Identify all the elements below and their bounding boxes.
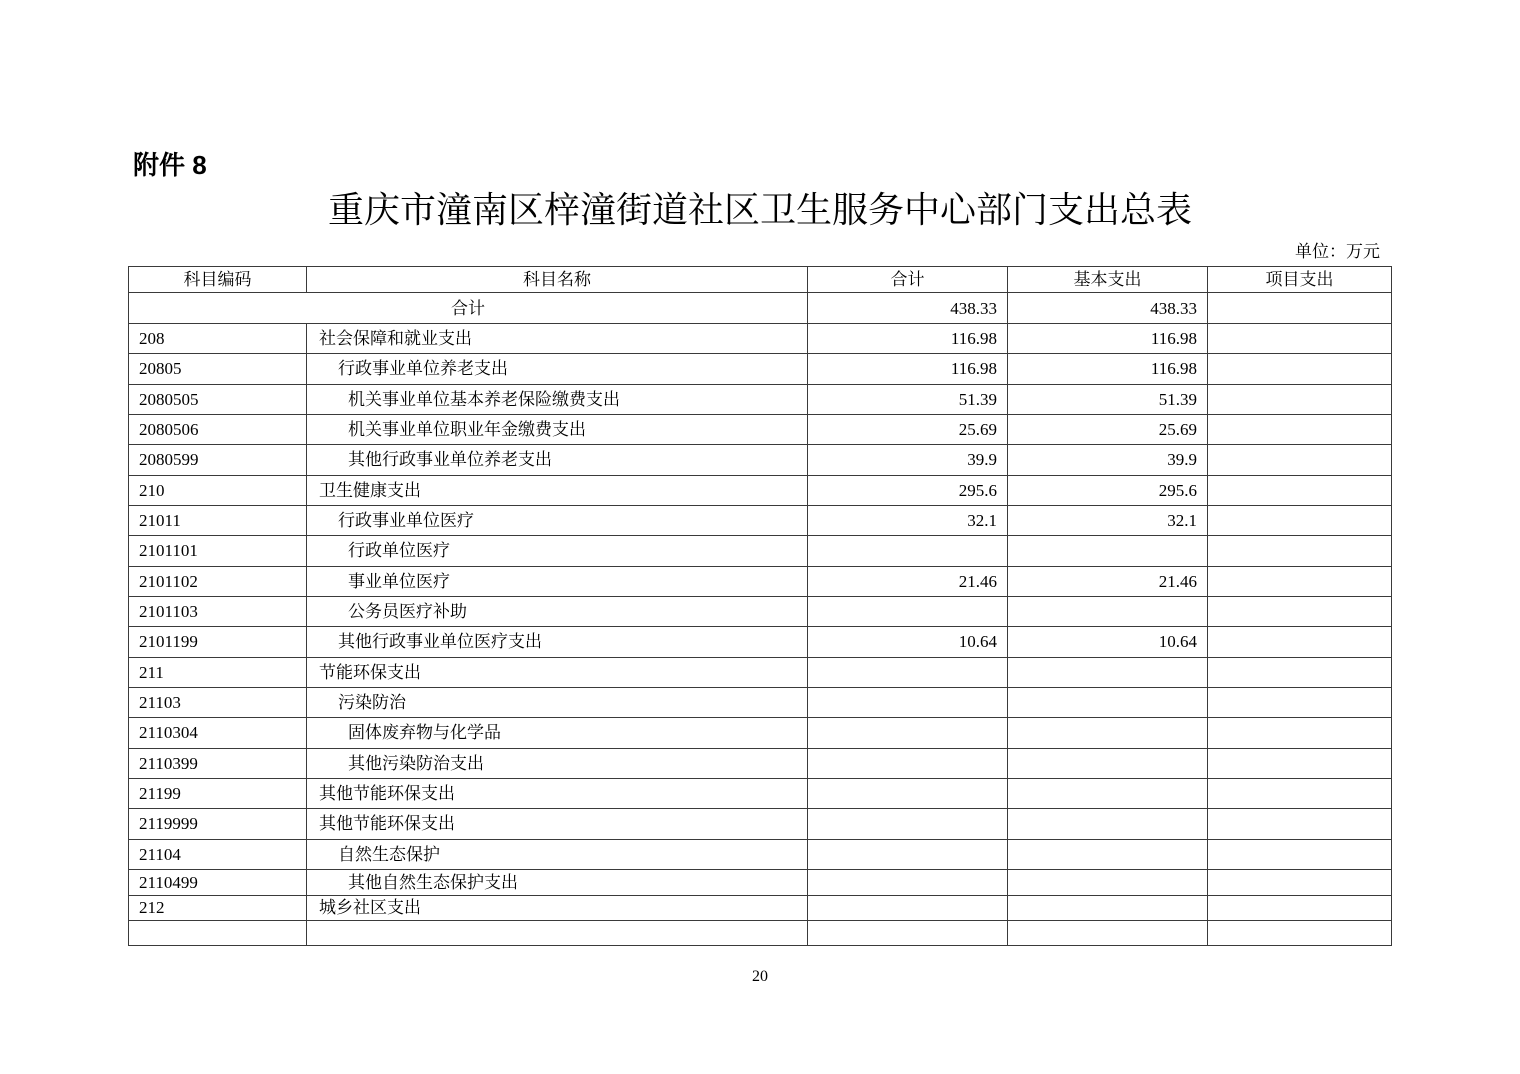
basic-expense-cell — [1008, 687, 1208, 717]
basic-expense-cell — [1008, 536, 1208, 566]
subject-code-cell: 2101103 — [129, 596, 307, 626]
basic-expense-cell: 25.69 — [1008, 414, 1208, 444]
header-subject-name: 科目名称 — [307, 267, 808, 293]
basic-expense-cell: 21.46 — [1008, 566, 1208, 596]
subject-code-cell: 20805 — [129, 354, 307, 384]
table-row — [129, 718, 1392, 748]
total-row-label: 合计 — [129, 293, 808, 324]
blank-cell — [307, 920, 808, 945]
table-row — [129, 839, 1392, 869]
expenditure-table — [128, 266, 1392, 946]
subject-code-cell: 21103 — [129, 687, 307, 717]
subject-name-cell: 社会保障和就业支出 — [307, 324, 808, 354]
project-expense-cell — [1208, 414, 1392, 444]
total-cell — [808, 596, 1008, 626]
total-cell — [808, 869, 1008, 895]
basic-expense-cell: 116.98 — [1008, 354, 1208, 384]
table-row — [129, 809, 1392, 839]
header-project-expense: 项目支出 — [1208, 267, 1392, 293]
subject-name-cell: 机关事业单位职业年金缴费支出 — [307, 414, 808, 444]
project-expense-cell — [1208, 475, 1392, 505]
table-row — [129, 536, 1392, 566]
basic-expense-cell: 116.98 — [1008, 324, 1208, 354]
basic-expense-cell: 295.6 — [1008, 475, 1208, 505]
subject-code-cell: 2080505 — [129, 384, 307, 414]
subject-code-cell: 2080599 — [129, 445, 307, 475]
total-cell — [808, 809, 1008, 839]
subject-name-cell: 公务员医疗补助 — [307, 596, 808, 626]
header-basic-expense: 基本支出 — [1008, 267, 1208, 293]
subject-name-cell: 其他行政事业单位养老支出 — [307, 445, 808, 475]
table-row — [129, 895, 1392, 920]
project-expense-cell — [1208, 505, 1392, 535]
project-expense-cell — [1208, 445, 1392, 475]
subject-name-cell: 行政事业单位医疗 — [307, 505, 808, 535]
subject-name-cell: 其他节能环保支出 — [307, 778, 808, 808]
subject-name-cell: 行政单位医疗 — [307, 536, 808, 566]
table-total-row — [129, 293, 1392, 324]
blank-cell — [129, 920, 307, 945]
subject-code-cell: 21104 — [129, 839, 307, 869]
subject-code-cell: 2119999 — [129, 809, 307, 839]
subject-code-cell: 2110499 — [129, 869, 307, 895]
total-cell — [808, 687, 1008, 717]
project-expense-cell — [1208, 748, 1392, 778]
subject-code-cell: 208 — [129, 324, 307, 354]
total-cell: 10.64 — [808, 627, 1008, 657]
subject-name-cell: 卫生健康支出 — [307, 475, 808, 505]
project-expense-cell — [1208, 324, 1392, 354]
table-row — [129, 657, 1392, 687]
total-cell: 295.6 — [808, 475, 1008, 505]
basic-expense-cell — [1008, 869, 1208, 895]
basic-expense-cell: 39.9 — [1008, 445, 1208, 475]
blank-cell — [1008, 920, 1208, 945]
project-expense-cell — [1208, 809, 1392, 839]
project-expense-cell — [1208, 895, 1392, 920]
total-cell: 25.69 — [808, 414, 1008, 444]
subject-name-cell: 其他自然生态保护支出 — [307, 869, 808, 895]
table-header-row — [129, 267, 1392, 293]
total-row-basic: 438.33 — [1008, 293, 1208, 324]
subject-name-cell: 机关事业单位基本养老保险缴费支出 — [307, 384, 808, 414]
total-cell — [808, 657, 1008, 687]
basic-expense-cell — [1008, 809, 1208, 839]
project-expense-cell — [1208, 566, 1392, 596]
subject-name-cell: 其他节能环保支出 — [307, 809, 808, 839]
subject-code-cell: 210 — [129, 475, 307, 505]
subject-code-cell: 2110399 — [129, 748, 307, 778]
table-row — [129, 475, 1392, 505]
table-row — [129, 687, 1392, 717]
total-cell — [808, 718, 1008, 748]
page-title: 重庆市潼南区梓潼街道社区卫生服务中心部门支出总表 — [327, 189, 1192, 230]
total-cell: 116.98 — [808, 354, 1008, 384]
blank-cell — [1208, 920, 1392, 945]
subject-code-cell: 21011 — [129, 505, 307, 535]
subject-code-cell: 212 — [129, 895, 307, 920]
project-expense-cell — [1208, 657, 1392, 687]
total-cell — [808, 748, 1008, 778]
project-expense-cell — [1208, 687, 1392, 717]
unit-label: 单位：万元 — [1295, 242, 1380, 261]
blank-cell — [808, 920, 1008, 945]
project-expense-cell — [1208, 627, 1392, 657]
total-cell: 21.46 — [808, 566, 1008, 596]
table-row — [129, 627, 1392, 657]
basic-expense-cell — [1008, 718, 1208, 748]
table-row — [129, 869, 1392, 895]
table-row — [129, 778, 1392, 808]
subject-code-cell: 21199 — [129, 778, 307, 808]
header-total: 合计 — [808, 267, 1008, 293]
total-cell: 51.39 — [808, 384, 1008, 414]
subject-name-cell: 节能环保支出 — [307, 657, 808, 687]
project-expense-cell — [1208, 839, 1392, 869]
basic-expense-cell: 10.64 — [1008, 627, 1208, 657]
subject-code-cell: 2101101 — [129, 536, 307, 566]
total-cell — [808, 839, 1008, 869]
page-number: 20 — [752, 968, 768, 985]
basic-expense-cell — [1008, 657, 1208, 687]
table-row — [129, 596, 1392, 626]
project-expense-cell — [1208, 596, 1392, 626]
total-cell: 32.1 — [808, 505, 1008, 535]
project-expense-cell — [1208, 354, 1392, 384]
total-cell — [808, 778, 1008, 808]
basic-expense-cell — [1008, 839, 1208, 869]
total-cell — [808, 536, 1008, 566]
table-row — [129, 384, 1392, 414]
subject-name-cell: 事业单位医疗 — [307, 566, 808, 596]
basic-expense-cell — [1008, 895, 1208, 920]
project-expense-cell — [1208, 778, 1392, 808]
attachment-label: 附件 8 — [133, 150, 207, 180]
subject-code-cell: 211 — [129, 657, 307, 687]
table-row-blank — [129, 920, 1392, 945]
subject-name-cell: 行政事业单位养老支出 — [307, 354, 808, 384]
subject-name-cell: 污染防治 — [307, 687, 808, 717]
subject-code-cell: 2110304 — [129, 718, 307, 748]
total-cell: 116.98 — [808, 324, 1008, 354]
basic-expense-cell — [1008, 778, 1208, 808]
table-row — [129, 414, 1392, 444]
subject-code-cell: 2101102 — [129, 566, 307, 596]
basic-expense-cell — [1008, 596, 1208, 626]
project-expense-cell — [1208, 869, 1392, 895]
total-row-total: 438.33 — [808, 293, 1008, 324]
subject-name-cell: 自然生态保护 — [307, 839, 808, 869]
project-expense-cell — [1208, 536, 1392, 566]
table-row — [129, 324, 1392, 354]
project-expense-cell — [1208, 384, 1392, 414]
table-row — [129, 354, 1392, 384]
total-cell: 39.9 — [808, 445, 1008, 475]
table-row — [129, 748, 1392, 778]
subject-code-cell: 2080506 — [129, 414, 307, 444]
table-row — [129, 566, 1392, 596]
total-row-project — [1208, 293, 1392, 324]
subject-name-cell: 城乡社区支出 — [307, 895, 808, 920]
project-expense-cell — [1208, 718, 1392, 748]
total-cell — [808, 895, 1008, 920]
table-row — [129, 445, 1392, 475]
subject-name-cell: 其他污染防治支出 — [307, 748, 808, 778]
basic-expense-cell — [1008, 748, 1208, 778]
subject-name-cell: 固体废弃物与化学品 — [307, 718, 808, 748]
subject-name-cell: 其他行政事业单位医疗支出 — [307, 627, 808, 657]
table-row — [129, 505, 1392, 535]
subject-code-cell: 2101199 — [129, 627, 307, 657]
basic-expense-cell: 51.39 — [1008, 384, 1208, 414]
basic-expense-cell: 32.1 — [1008, 505, 1208, 535]
header-subject-code: 科目编码 — [129, 267, 307, 293]
